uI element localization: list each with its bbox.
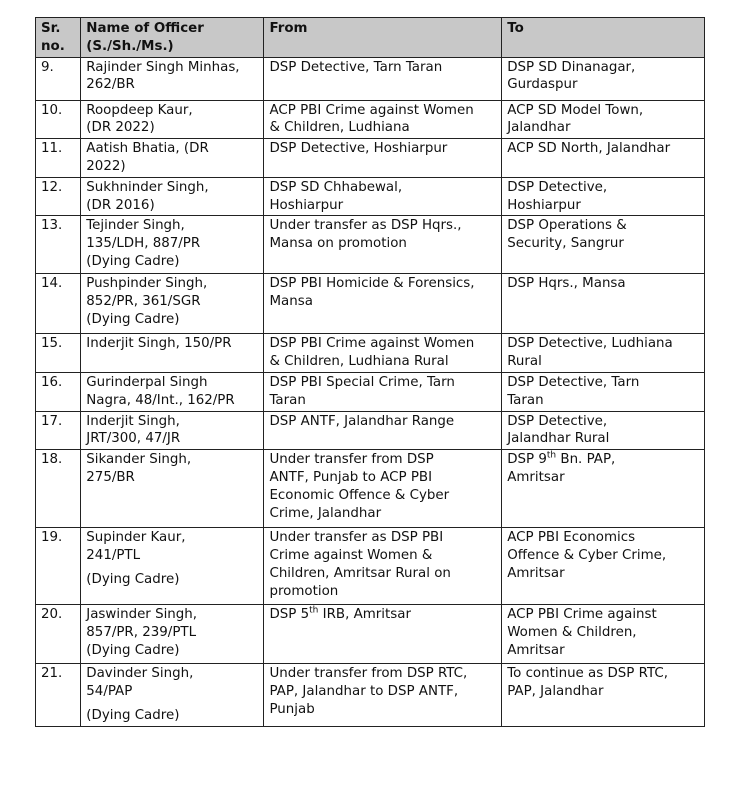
cell-to: ACP PBI Crime against Women & Children, Amritsar [502,605,705,664]
header-row [36,18,705,58]
cell-from: Under transfer as DSP PBI Crime against Women & Children, Amritsar Rural on promotion [264,528,502,605]
cell-officer-name: Pushpinder Singh, 852/PR, 361/SGR (Dying Cadre) [81,274,264,334]
cell-from: Under transfer as DSP Hqrs., Mansa on promotion [264,216,502,274]
table-row [36,664,705,726]
cell-to: DSP Detective, Hoshiarpur [502,177,705,216]
table-row [36,372,705,411]
cell-officer-name: Tejinder Singh, 135/LDH, 887/PR (Dying Cadre) [81,216,264,274]
table-row [36,334,705,373]
table-row [36,100,705,139]
cell-sr: 21. [36,664,81,726]
cell-from: DSP Detective, Hoshiarpur [264,139,502,178]
cell-officer-name: Sikander Singh, 275/BR [81,450,264,528]
cell-sr: 11. [36,139,81,178]
cell-sr: 9. [36,57,81,100]
cell-from: DSP PBI Special Crime, Tarn Taran [264,372,502,411]
header-name-of-officer: Name of Officer (S./Sh./Ms.) [81,18,264,58]
cell-from: DSP Detective, Tarn Taran [264,57,502,100]
header-sr-no: Sr. no. [36,18,81,58]
cell-officer-name: Davinder Singh, 54/PAP (Dying Cadre) [81,664,264,726]
cell-officer-name: Roopdeep Kaur, (DR 2022) [81,100,264,139]
cell-from: Under transfer from DSP RTC, PAP, Jalandhar to DSP ANTF, Punjab [264,664,502,726]
table-row [36,450,705,528]
transfer-table [35,17,705,727]
ordinal-superscript: th [546,450,557,461]
cell-officer-name: Inderjit Singh, 150/PR [81,334,264,373]
cell-from: DSP ANTF, Jalandhar Range [264,411,502,450]
cell-to: DSP Detective, Jalandhar Rural [502,411,705,450]
cell-sr: 20. [36,605,81,664]
cell-to: DSP Detective, Ludhiana Rural [502,334,705,373]
cell-sr: 14. [36,274,81,334]
cell-to: To continue as DSP RTC, PAP, Jalandhar [502,664,705,726]
cell-officer-name: Rajinder Singh Minhas, 262/BR [81,57,264,100]
table-row [36,411,705,450]
cell-from: Under transfer from DSP ANTF, Punjab to ACP PBI Economic Offence & Cyber Crime, Jalandhar [264,450,502,528]
from-text-suffix: IRB, Amritsar [318,607,411,623]
table-row [36,177,705,216]
cell-officer-name: Gurinderpal Singh Nagra, 48/Int., 162/PR [81,372,264,411]
cell-from: DSP SD Chhabewal, Hoshiarpur [264,177,502,216]
table-row [36,605,705,664]
cell-sr: 17. [36,411,81,450]
cell-officer-name: Sukhninder Singh, (DR 2016) [81,177,264,216]
ordinal-superscript: th [309,605,319,616]
cell-from: DSP PBI Crime against Women & Children, Ludhiana Rural [264,334,502,373]
cell-from: DSP PBI Homicide & Forensics, Mansa [264,274,502,334]
header-from: From [264,18,502,58]
table-row [36,57,705,100]
cell-to: DSP Hqrs., Mansa [502,274,705,334]
from-text-prefix: DSP 5 [269,607,310,623]
cell-to: ACP SD North, Jalandhar [502,139,705,178]
cell-sr: 16. [36,372,81,411]
cell-sr: 12. [36,177,81,216]
cell-to: ACP PBI Economics Offence & Cyber Crime, Amritsar [502,528,705,605]
cell-from [264,605,502,664]
cell-officer-name: Jaswinder Singh, 857/PR, 239/PTL (Dying Cadre) [81,605,264,664]
cell-sr: 19. [36,528,81,605]
table-row [36,528,705,605]
to-text-prefix: DSP 9 [507,452,547,468]
table-row [36,139,705,178]
cell-officer-name: Supinder Kaur, 241/PTL (Dying Cadre) [81,528,264,605]
cell-officer-name: Aatish Bhatia, (DR 2022) [81,139,264,178]
dying-cadre-note: (Dying Cadre) [86,707,180,723]
dying-cadre-note: (Dying Cadre) [86,571,180,587]
cell-sr: 15. [36,334,81,373]
cell-to: DSP Detective, Tarn Taran [502,372,705,411]
table-row [36,274,705,334]
cell-to [502,450,705,528]
cell-sr: 18. [36,450,81,528]
cell-from: ACP PBI Crime against Women & Children, Ludhiana [264,100,502,139]
header-to: To [502,18,705,58]
cell-to: ACP SD Model Town, Jalandhar [502,100,705,139]
to-text-suffix: Bn. PAP, Amritsar [507,452,616,485]
cell-sr: 10. [36,100,81,139]
cell-to: DSP Operations & Security, Sangrur [502,216,705,274]
cell-sr: 13. [36,216,81,274]
table-header [36,18,705,58]
cell-officer-name: Inderjit Singh, JRT/300, 47/JR [81,411,264,450]
cell-to: DSP SD Dinanagar, Gurdaspur [502,57,705,100]
table-row [36,216,705,274]
